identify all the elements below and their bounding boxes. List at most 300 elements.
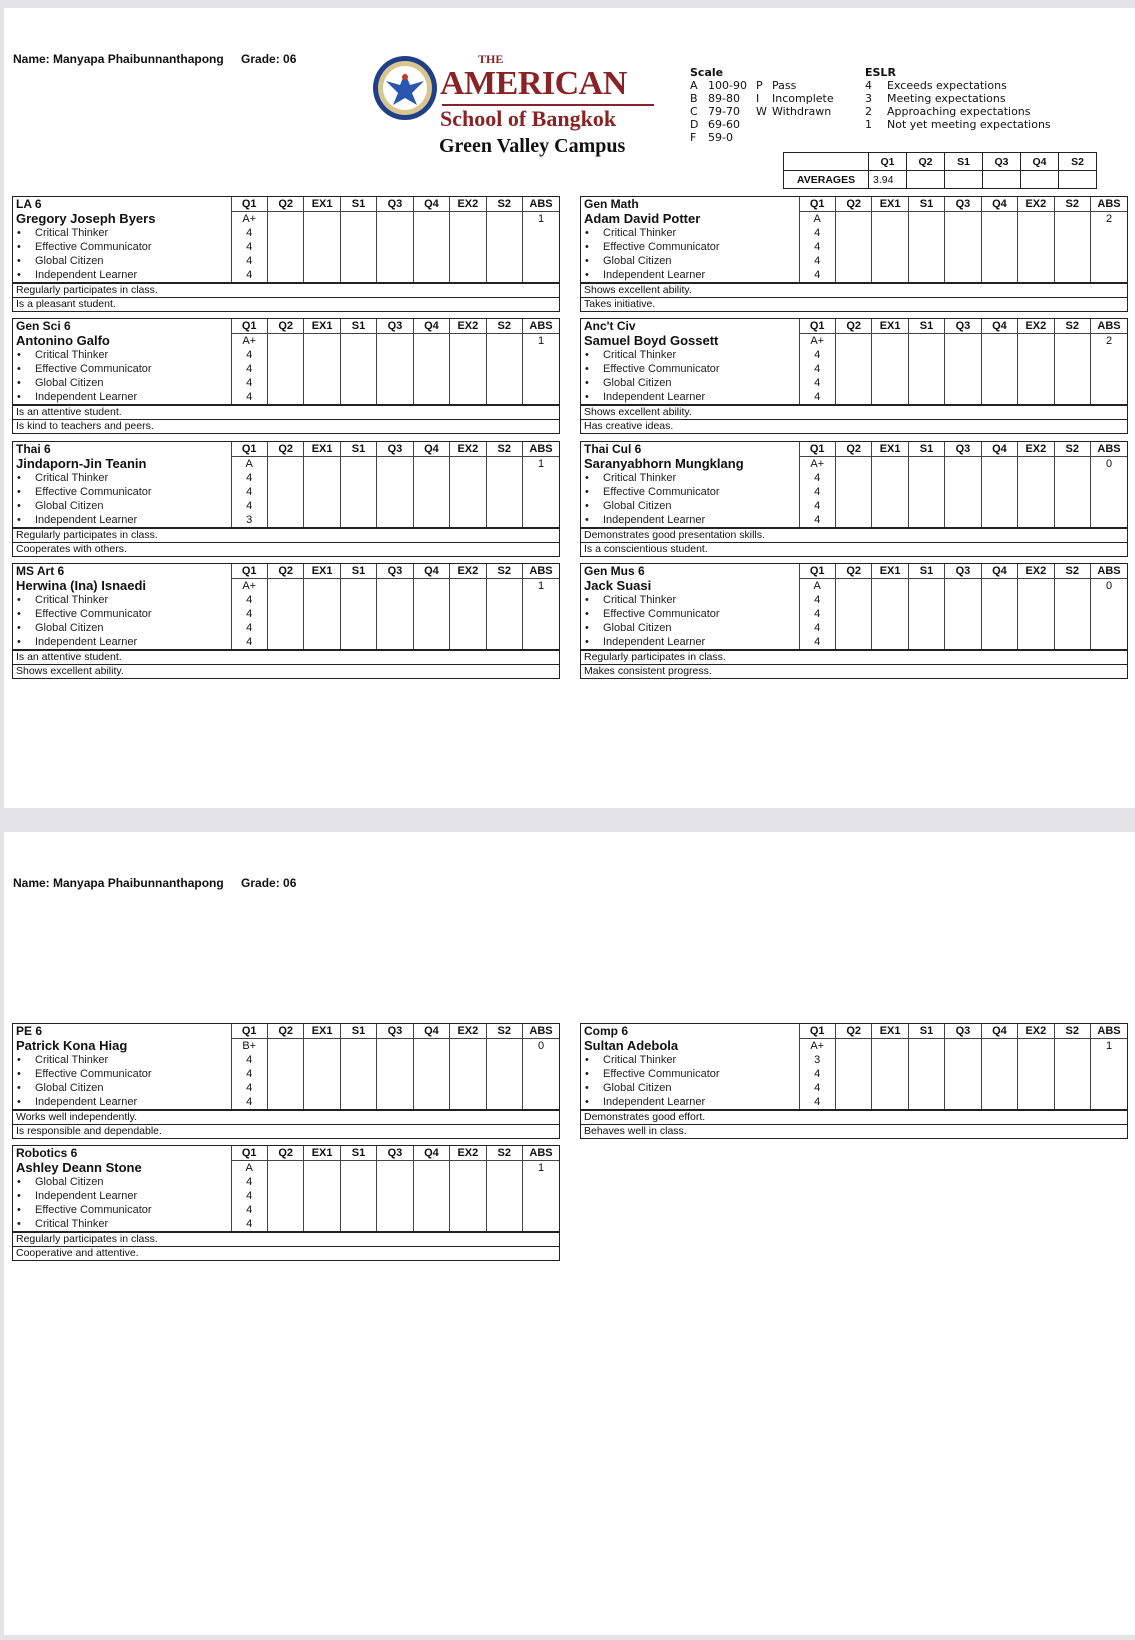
eslr-score-cell xyxy=(413,1203,449,1217)
teacher-comment: Is responsible and dependable. xyxy=(13,1124,559,1138)
grade-cell xyxy=(1054,212,1090,227)
eslr-score-cell: 4 xyxy=(799,499,835,513)
eslr-level: 1 xyxy=(865,118,872,131)
teacher-comment: Makes consistent progress. xyxy=(581,664,1127,678)
eslr-score-cell xyxy=(523,390,560,404)
eslr-score-cell xyxy=(1018,226,1054,240)
column-header: Q4 xyxy=(413,1146,449,1161)
eslr-score-cell: 4 xyxy=(799,1081,835,1095)
eslr-score-cell xyxy=(413,1081,449,1095)
grading-scale xyxy=(690,66,842,144)
bullet-icon: • xyxy=(17,1203,21,1216)
eslr-score-cell xyxy=(945,1067,981,1081)
grade-cell xyxy=(872,212,908,227)
eslr-score-cell xyxy=(413,635,449,649)
eslr-score-cell xyxy=(872,621,908,635)
eslr-row xyxy=(13,1095,559,1109)
bullet-icon: • xyxy=(17,471,21,484)
eslr-name: Independent Learner xyxy=(35,390,138,403)
eslr-score-cell: 4 xyxy=(231,1053,267,1067)
column-header: EX1 xyxy=(872,442,908,457)
eslr-score-cell xyxy=(1018,593,1054,607)
grade-cell xyxy=(413,579,449,594)
eslr-score-cell xyxy=(304,1217,340,1231)
teacher-row xyxy=(581,1039,1127,1054)
eslr-score-cell xyxy=(1018,362,1054,376)
eslr-score-cell xyxy=(304,485,340,499)
eslr-row xyxy=(13,1081,559,1095)
eslr-score-cell xyxy=(1018,1053,1054,1067)
eslr-label-cell xyxy=(581,593,799,607)
grade-cell xyxy=(835,457,871,472)
eslr-score-cell xyxy=(340,485,376,499)
column-header: EX2 xyxy=(450,1146,486,1161)
course-card xyxy=(580,563,1128,679)
column-header: EX2 xyxy=(450,564,486,579)
eslr-score-cell xyxy=(377,1175,413,1189)
eslr-row xyxy=(581,240,1127,254)
teacher-comment: Is kind to teachers and peers. xyxy=(13,419,559,433)
bullet-icon: • xyxy=(585,1081,589,1094)
teacher-name: Ashley Deann Stone xyxy=(16,1160,142,1175)
bullet-icon: • xyxy=(585,513,589,526)
eslr-score-cell: 4 xyxy=(231,1095,267,1109)
eslr-name: Global Citizen xyxy=(35,499,104,512)
eslr-legend xyxy=(865,66,1051,131)
eslr-score-cell xyxy=(872,471,908,485)
course-subject: Gen Sci 6 xyxy=(16,319,71,333)
eslr-name: Effective Communicator xyxy=(603,362,720,375)
column-header: Q4 xyxy=(413,1024,449,1039)
eslr-score-cell xyxy=(835,362,871,376)
grade-cell xyxy=(450,212,486,227)
eslr-score-cell xyxy=(267,499,303,513)
eslr-score-cell xyxy=(945,499,981,513)
eslr-score-cell xyxy=(486,348,522,362)
eslr-score-cell xyxy=(340,390,376,404)
eslr-score-cell xyxy=(908,1095,944,1109)
column-header: S1 xyxy=(340,197,376,212)
course-grade-table xyxy=(13,197,559,282)
eslr-score-cell xyxy=(945,348,981,362)
eslr-score-cell xyxy=(1091,240,1128,254)
eslr-label-cell xyxy=(13,1175,231,1189)
column-header: Q2 xyxy=(835,197,871,212)
eslr-score-cell xyxy=(377,376,413,390)
eslr-score-cell xyxy=(945,621,981,635)
column-header: Q4 xyxy=(981,197,1017,212)
grade-cell xyxy=(340,334,376,349)
eslr-score-cell xyxy=(340,621,376,635)
course-subject: Comp 6 xyxy=(584,1024,629,1038)
eslr-score-cell xyxy=(1091,635,1128,649)
eslr-score-cell xyxy=(267,1081,303,1095)
bullet-icon: • xyxy=(17,499,21,512)
bullet-icon: • xyxy=(585,348,589,361)
eslr-score-cell xyxy=(450,1175,486,1189)
eslr-score-cell xyxy=(267,485,303,499)
eslr-score-cell xyxy=(304,1067,340,1081)
column-header: Q2 xyxy=(835,1024,871,1039)
eslr-name: Independent Learner xyxy=(35,513,138,526)
bullet-icon: • xyxy=(585,1053,589,1066)
grade-cell xyxy=(304,334,340,349)
eslr-score-cell xyxy=(1054,254,1090,268)
eslr-score-cell xyxy=(872,254,908,268)
averages-header: Q1 xyxy=(869,153,907,171)
grade-cell xyxy=(413,1039,449,1054)
scale-title: Scale xyxy=(690,66,724,79)
eslr-score-cell xyxy=(413,268,449,282)
column-header: S2 xyxy=(1054,1024,1090,1039)
eslr-score-cell xyxy=(835,226,871,240)
eslr-score-cell xyxy=(304,348,340,362)
eslr-label-cell xyxy=(13,1217,231,1231)
absences-cell: 2 xyxy=(1091,212,1128,227)
grade-cell: B+ xyxy=(231,1039,267,1054)
student-name: Name: Manyapa Phaibunnanthapong xyxy=(13,876,224,890)
eslr-score-cell xyxy=(413,513,449,527)
course-card xyxy=(580,196,1128,312)
logo-american: AMERICAN xyxy=(440,65,627,102)
grade-cell xyxy=(267,334,303,349)
eslr-row xyxy=(581,1053,1127,1067)
eslr-label-cell xyxy=(13,376,231,390)
eslr-label-cell xyxy=(13,390,231,404)
column-header: EX1 xyxy=(304,319,340,334)
eslr-score-cell xyxy=(523,471,560,485)
teacher-comment: Demonstrates good presentation skills. xyxy=(581,527,1127,542)
column-header: Q2 xyxy=(267,197,303,212)
eslr-score-cell: 4 xyxy=(231,1067,267,1081)
eslr-score-cell xyxy=(1018,1081,1054,1095)
scale-row xyxy=(690,131,842,144)
absences-cell: 1 xyxy=(523,212,560,227)
eslr-score-cell xyxy=(981,348,1017,362)
eslr-row xyxy=(13,471,559,485)
bullet-icon: • xyxy=(17,1217,21,1230)
eslr-score-cell xyxy=(267,226,303,240)
eslr-score-cell: 4 xyxy=(799,621,835,635)
grade-cell xyxy=(981,457,1017,472)
eslr-score-cell xyxy=(835,1081,871,1095)
eslr-score-cell: 4 xyxy=(231,471,267,485)
eslr-score-cell xyxy=(908,348,944,362)
eslr-score-cell xyxy=(377,390,413,404)
eslr-score-cell xyxy=(450,390,486,404)
course-grade-table xyxy=(13,319,559,404)
teacher-name: Jack Suasi xyxy=(584,578,652,593)
eslr-score-cell xyxy=(1054,1081,1090,1095)
eslr-score-cell xyxy=(523,621,560,635)
eslr-name: Global Citizen xyxy=(603,254,672,267)
teacher-comment: Is an attentive student. xyxy=(13,404,559,419)
eslr-score-cell xyxy=(413,607,449,621)
column-header: S2 xyxy=(1054,564,1090,579)
eslr-label-cell xyxy=(581,1095,799,1109)
eslr-score-cell xyxy=(304,499,340,513)
eslr-score-cell xyxy=(304,268,340,282)
eslr-score-cell: 4 xyxy=(231,390,267,404)
column-header: Q3 xyxy=(945,442,981,457)
eslr-score-cell xyxy=(340,362,376,376)
grade-cell xyxy=(450,579,486,594)
eslr-name: Independent Learner xyxy=(603,635,706,648)
eslr-score-cell xyxy=(450,268,486,282)
column-header: Q4 xyxy=(981,564,1017,579)
eslr-score-cell xyxy=(340,635,376,649)
eslr-score-cell xyxy=(908,376,944,390)
column-header: Q3 xyxy=(945,564,981,579)
column-header: EX2 xyxy=(1018,197,1054,212)
eslr-desc: Meeting expectations xyxy=(887,92,1006,105)
eslr-score-cell xyxy=(523,226,560,240)
column-header: Q1 xyxy=(231,1024,267,1039)
eslr-label-cell xyxy=(581,376,799,390)
eslr-label-cell xyxy=(13,1053,231,1067)
eslr-score-cell xyxy=(908,240,944,254)
eslr-label-cell xyxy=(581,348,799,362)
grade-cell xyxy=(486,457,522,472)
averages-value xyxy=(983,171,1021,189)
eslr-score-cell xyxy=(1054,621,1090,635)
student-grade: Grade: 06 xyxy=(241,52,297,66)
eslr-score-cell xyxy=(945,390,981,404)
teacher-name: Sultan Adebola xyxy=(584,1038,679,1053)
grade-cell: A xyxy=(799,579,835,594)
eslr-score-cell xyxy=(340,1203,376,1217)
student-header xyxy=(13,876,310,890)
column-header: Q2 xyxy=(835,564,871,579)
eslr-score-cell xyxy=(981,226,1017,240)
eslr-score-cell xyxy=(945,1081,981,1095)
teacher-row xyxy=(581,579,1127,594)
eslr-score-cell xyxy=(450,1067,486,1081)
eslr-score-cell xyxy=(413,1189,449,1203)
eslr-score-cell xyxy=(1091,499,1128,513)
bullet-icon: • xyxy=(17,376,21,389)
eslr-name: Global Citizen xyxy=(603,1081,672,1094)
eslr-score-cell: 4 xyxy=(231,635,267,649)
eslr-score-cell xyxy=(413,226,449,240)
eslr-row xyxy=(13,362,559,376)
grade-cell xyxy=(340,1161,376,1176)
grade-cell xyxy=(486,334,522,349)
eslr-score-cell xyxy=(1054,513,1090,527)
column-header: S2 xyxy=(1054,197,1090,212)
eslr-score-cell: 4 xyxy=(231,226,267,240)
eslr-score-cell xyxy=(835,499,871,513)
eslr-score-cell xyxy=(835,471,871,485)
eslr-row xyxy=(13,1203,559,1217)
eslr-row xyxy=(865,118,1051,131)
eslr-score-cell xyxy=(1054,362,1090,376)
scale-r: 89-80 xyxy=(708,92,740,105)
eslr-score-cell xyxy=(304,621,340,635)
column-header: S2 xyxy=(1054,319,1090,334)
eslr-name: Critical Thinker xyxy=(35,348,109,361)
eslr-score-cell: 4 xyxy=(231,254,267,268)
grade-cell xyxy=(1018,212,1054,227)
eslr-score-cell: 4 xyxy=(231,1189,267,1203)
eslr-score-cell xyxy=(872,513,908,527)
eslr-score-cell xyxy=(908,226,944,240)
eslr-score-cell xyxy=(450,513,486,527)
eslr-score-cell xyxy=(450,1217,486,1231)
teacher-comment: Regularly participates in class. xyxy=(581,649,1127,664)
course-card xyxy=(12,1023,560,1139)
column-header: Q3 xyxy=(377,1024,413,1039)
eslr-score-cell xyxy=(304,254,340,268)
bullet-icon: • xyxy=(17,390,21,403)
eslr-label-cell xyxy=(581,362,799,376)
scale-r: 100-90 xyxy=(708,79,747,92)
course-card xyxy=(12,1145,560,1261)
eslr-score-cell xyxy=(981,621,1017,635)
eslr-score-cell xyxy=(340,1095,376,1109)
eslr-name: Independent Learner xyxy=(35,1189,138,1202)
eslr-name: Effective Communicator xyxy=(35,485,152,498)
eslr-row xyxy=(13,254,559,268)
eslr-score-cell xyxy=(1018,376,1054,390)
bullet-icon: • xyxy=(585,1067,589,1080)
eslr-score-cell xyxy=(835,254,871,268)
column-header: Q2 xyxy=(835,319,871,334)
eslr-row xyxy=(13,1053,559,1067)
column-header: ABS xyxy=(1091,197,1128,212)
eslr-score-cell xyxy=(908,499,944,513)
eslr-score-cell: 4 xyxy=(231,348,267,362)
teacher-row xyxy=(13,1161,559,1176)
eslr-row xyxy=(581,513,1127,527)
scale-row xyxy=(690,92,842,105)
bullet-icon: • xyxy=(17,254,21,267)
course-header-row xyxy=(13,564,559,579)
eslr-name: Global Citizen xyxy=(35,1081,104,1094)
grade-cell xyxy=(1018,334,1054,349)
eslr-score-cell xyxy=(872,1095,908,1109)
eslr-score-cell xyxy=(835,635,871,649)
eslr-name: Effective Communicator xyxy=(35,362,152,375)
eslr-score-cell xyxy=(267,1095,303,1109)
grade-cell xyxy=(304,212,340,227)
teacher-name: Herwina (Ina) Isnaedi xyxy=(16,578,147,593)
eslr-score-cell xyxy=(523,1095,560,1109)
scale-r: 69-60 xyxy=(708,118,740,131)
eslr-score-cell: 4 xyxy=(799,376,835,390)
bullet-icon: • xyxy=(17,268,21,281)
column-header: ABS xyxy=(523,442,560,457)
eslr-score-cell xyxy=(267,513,303,527)
course-grade-table xyxy=(581,564,1127,649)
course-header-row xyxy=(13,197,559,212)
column-header: ABS xyxy=(523,1146,560,1161)
eslr-score-cell xyxy=(872,607,908,621)
scale-c: P xyxy=(756,79,763,92)
course-grade-table xyxy=(581,442,1127,527)
scale-row xyxy=(690,79,842,92)
course-header-row xyxy=(581,1024,1127,1039)
teacher-comment: Shows excellent ability. xyxy=(581,282,1127,297)
column-header: ABS xyxy=(1091,564,1128,579)
column-header: ABS xyxy=(523,197,560,212)
eslr-name: Critical Thinker xyxy=(603,593,677,606)
column-header: S2 xyxy=(486,564,522,579)
eslr-score-cell xyxy=(340,1053,376,1067)
eslr-score-cell xyxy=(486,254,522,268)
eslr-name: Critical Thinker xyxy=(603,471,677,484)
eslr-score-cell xyxy=(304,607,340,621)
eslr-score-cell: 4 xyxy=(799,240,835,254)
grade-cell xyxy=(377,579,413,594)
eslr-score-cell: 4 xyxy=(231,268,267,282)
eslr-score-cell xyxy=(340,607,376,621)
eslr-score-cell xyxy=(377,471,413,485)
eslr-row xyxy=(581,485,1127,499)
column-header: EX2 xyxy=(1018,564,1054,579)
eslr-label-cell xyxy=(13,240,231,254)
eslr-score-cell xyxy=(340,499,376,513)
eslr-name: Global Citizen xyxy=(603,621,672,634)
eslr-score-cell xyxy=(486,471,522,485)
eslr-score-cell xyxy=(981,499,1017,513)
eslr-score-cell xyxy=(340,1081,376,1095)
column-header: ABS xyxy=(523,564,560,579)
column-header: EX1 xyxy=(304,1146,340,1161)
eslr-label-cell xyxy=(581,621,799,635)
eslr-score-cell xyxy=(872,226,908,240)
eslr-score-cell xyxy=(981,607,1017,621)
column-header: S2 xyxy=(486,1146,522,1161)
grade-cell xyxy=(908,579,944,594)
column-header: Q3 xyxy=(377,442,413,457)
eslr-score-cell xyxy=(486,593,522,607)
column-header: Q1 xyxy=(231,1146,267,1161)
eslr-score-cell: 4 xyxy=(799,635,835,649)
eslr-score-cell xyxy=(413,621,449,635)
eslr-name: Critical Thinker xyxy=(603,348,677,361)
eslr-score-cell xyxy=(908,1067,944,1081)
column-header: S1 xyxy=(908,564,944,579)
eslr-score-cell: 4 xyxy=(799,268,835,282)
eslr-name: Global Citizen xyxy=(35,376,104,389)
eslr-score-cell xyxy=(377,1095,413,1109)
eslr-score-cell xyxy=(377,1189,413,1203)
bullet-icon: • xyxy=(17,1095,21,1108)
eslr-score-cell xyxy=(1091,1095,1128,1109)
grade-cell xyxy=(267,1161,303,1176)
eslr-name: Effective Communicator xyxy=(35,240,152,253)
column-header: Q2 xyxy=(267,442,303,457)
eslr-score-cell xyxy=(377,635,413,649)
course-card xyxy=(12,563,560,679)
eslr-score-cell xyxy=(267,390,303,404)
scale-d: Incomplete xyxy=(772,92,834,105)
eslr-label-cell xyxy=(13,1189,231,1203)
column-header: S2 xyxy=(1054,442,1090,457)
absences-cell: 1 xyxy=(1091,1039,1128,1054)
bullet-icon: • xyxy=(17,362,21,375)
eslr-score-cell xyxy=(486,1067,522,1081)
scale-d: Pass xyxy=(772,79,797,92)
eslr-label-cell xyxy=(13,1067,231,1081)
eslr-score-cell xyxy=(872,593,908,607)
eslr-row xyxy=(581,1095,1127,1109)
eslr-score-cell xyxy=(872,485,908,499)
averages-value: 3.94 xyxy=(869,171,907,189)
eslr-score-cell xyxy=(304,635,340,649)
eslr-score-cell xyxy=(304,226,340,240)
